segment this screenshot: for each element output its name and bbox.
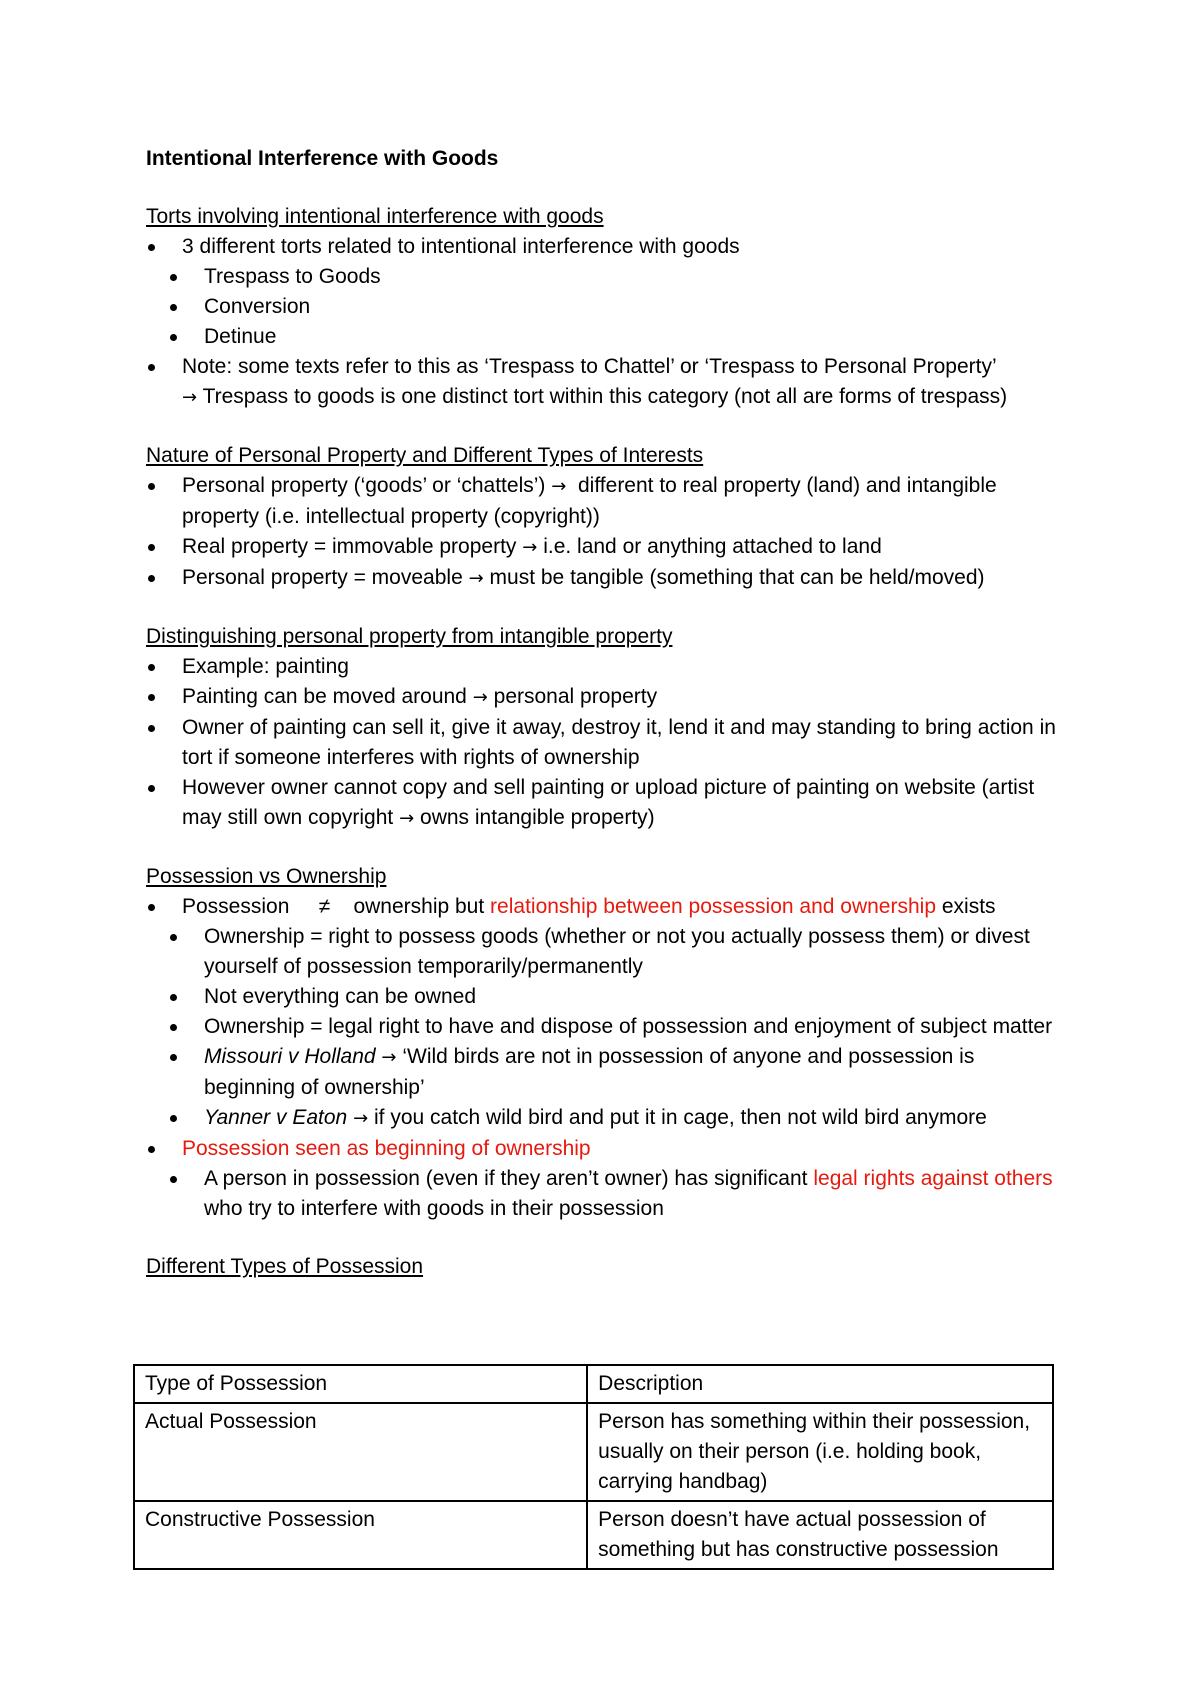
list-item-text: Owner of painting can sell it, give it away, destroy it, lend it and may standing to bring action in tort if someone interferes with rights of ownership bbox=[182, 716, 1056, 769]
highlight-text: Possession seen as beginning of ownership bbox=[182, 1137, 591, 1160]
table-cell: Person has something within their possession, usually on their person (i.e. holding book, carrying handbag) bbox=[587, 1403, 1053, 1501]
list-item-text: Detinue bbox=[204, 325, 277, 348]
list-item-text: owns intangible property) bbox=[420, 806, 655, 829]
list-item-text: Trespass to goods is one distinct tort within this category (not all are forms of trespass) bbox=[202, 385, 1008, 408]
bullet-icon bbox=[170, 1176, 177, 1183]
arrow-right-icon: → bbox=[468, 568, 484, 589]
bullet-icon bbox=[170, 274, 177, 281]
list-item bbox=[146, 322, 1066, 352]
section-heading-nature: Nature of Personal Property and Different Types of Interests bbox=[146, 444, 704, 467]
table-cell: Actual Possession bbox=[134, 1403, 587, 1501]
table-header-cell: Description bbox=[587, 1365, 1053, 1403]
list-item-text: 3 different torts related to intentional interference with goods bbox=[182, 235, 740, 258]
table-row bbox=[134, 1501, 1053, 1569]
torts-sublist bbox=[182, 262, 1066, 352]
list-item bbox=[146, 773, 1066, 834]
table-cell: Constructive Possession bbox=[134, 1501, 587, 1569]
list-item-continuation bbox=[182, 382, 1066, 413]
page-title: Intentional Interference with Goods bbox=[146, 147, 499, 170]
bullet-icon bbox=[170, 994, 177, 1001]
list-item-text: A person in possession (even if they aren’t owner) has significant bbox=[204, 1167, 808, 1190]
list-item bbox=[146, 262, 1066, 292]
list-item-text: Personal property = moveable bbox=[182, 566, 463, 589]
case-name: Yanner v Eaton bbox=[204, 1106, 348, 1129]
bullet-icon bbox=[148, 725, 155, 732]
list-item-text: different to real property (land) and intangible property (i.e. intellectual property (copyright)) bbox=[182, 474, 997, 528]
list-item-text: Ownership = right to possess goods (whether or not you actually possess them) or divest yourself of possession temporarily/permanently bbox=[204, 925, 1030, 978]
list-item-text: Trespass to Goods bbox=[204, 265, 381, 288]
bullet-icon bbox=[170, 934, 177, 941]
case-name: Missouri v Holland bbox=[204, 1045, 376, 1068]
table-row bbox=[134, 1403, 1053, 1501]
list-item-text: i.e. land or anything attached to land bbox=[543, 535, 882, 558]
list-item-text: must be tangible (something that can be held/moved) bbox=[489, 566, 985, 589]
possession-list bbox=[146, 892, 1066, 1224]
bullet-icon bbox=[170, 334, 177, 341]
list-item bbox=[146, 232, 1066, 352]
list-item bbox=[146, 1164, 1066, 1224]
list-item bbox=[146, 352, 1066, 413]
list-item-text: Not everything can be owned bbox=[204, 985, 477, 1008]
arrow-right-icon: → bbox=[551, 476, 567, 497]
highlight-text: legal rights against others bbox=[813, 1167, 1053, 1190]
torts-list bbox=[146, 232, 1066, 413]
section-heading-possession-ownership: Possession vs Ownership bbox=[146, 865, 387, 888]
bullet-icon bbox=[148, 664, 155, 671]
section-heading-distinguishing: Distinguishing personal property from intangible property bbox=[146, 625, 673, 648]
list-item bbox=[146, 292, 1066, 322]
highlight-text: relationship between possession and ownership bbox=[490, 895, 936, 918]
not-equal-icon: ≠ bbox=[318, 895, 331, 918]
arrow-right-icon: → bbox=[381, 1047, 397, 1068]
bullet-icon bbox=[170, 1024, 177, 1031]
list-item bbox=[146, 713, 1066, 773]
nature-list bbox=[146, 471, 1066, 594]
possession-sublist-2 bbox=[182, 1164, 1066, 1224]
possession-types-table bbox=[133, 1364, 1054, 1570]
list-item bbox=[146, 682, 1066, 713]
list-item bbox=[146, 563, 1066, 594]
arrow-right-icon: → bbox=[522, 537, 538, 558]
list-item bbox=[146, 471, 1066, 532]
list-item-text: Personal property (‘goods’ or ‘chattels’) bbox=[182, 474, 546, 497]
list-item-text: who try to interfere with goods in their possession bbox=[204, 1197, 664, 1220]
bullet-icon bbox=[170, 1115, 177, 1122]
list-item-text: Ownership = legal right to have and dispose of possession and enjoyment of subject matter bbox=[204, 1015, 1053, 1038]
bullet-icon bbox=[148, 785, 155, 792]
arrow-right-icon: → bbox=[182, 387, 198, 408]
list-item-text: ownership but bbox=[353, 895, 485, 918]
bullet-icon bbox=[148, 1146, 155, 1153]
list-item-text: Real property = immovable property bbox=[182, 535, 517, 558]
possession-sublist bbox=[182, 922, 1066, 1134]
list-item bbox=[146, 892, 1066, 1134]
arrow-right-icon: → bbox=[353, 1108, 369, 1129]
distinguishing-list bbox=[146, 652, 1066, 834]
list-item-text: personal property bbox=[493, 685, 658, 708]
list-item bbox=[146, 1042, 1066, 1103]
section-heading-types-of-possession: Different Types of Possession bbox=[146, 1255, 424, 1278]
list-item-text: Conversion bbox=[204, 295, 311, 318]
arrow-right-icon: → bbox=[399, 808, 415, 829]
bullet-icon bbox=[170, 304, 177, 311]
bullet-icon bbox=[148, 694, 155, 701]
list-item-text: However owner cannot copy and sell painting or upload picture of painting on website (artist may still own copyright bbox=[182, 776, 1035, 829]
bullet-icon bbox=[148, 544, 155, 551]
table-cell: Person doesn’t have actual possession of something but has constructive possession bbox=[587, 1501, 1053, 1569]
list-item bbox=[146, 532, 1066, 563]
list-item bbox=[146, 922, 1066, 982]
list-item-text: ‘Wild birds are not in possession of anyone and possession is beginning of ownership’ bbox=[204, 1045, 975, 1099]
bullet-icon bbox=[148, 244, 155, 251]
document-body bbox=[146, 144, 1066, 1282]
list-item-text: Painting can be moved around bbox=[182, 685, 467, 708]
list-item-text: Note: some texts refer to this as ‘Trespass to Chattel’ or ‘Trespass to Personal Property’ bbox=[182, 355, 997, 378]
table-header-row bbox=[134, 1365, 1053, 1403]
list-item-text: if you catch wild bird and put it in cage, then not wild bird anymore bbox=[374, 1106, 987, 1129]
arrow-right-icon: → bbox=[472, 687, 488, 708]
list-item bbox=[146, 1103, 1066, 1134]
bullet-icon bbox=[148, 904, 155, 911]
list-item-text: exists bbox=[941, 895, 996, 918]
section-heading-torts: Torts involving intentional interference with goods bbox=[146, 205, 604, 228]
list-item bbox=[146, 652, 1066, 682]
bullet-icon bbox=[148, 364, 155, 371]
table-header-cell: Type of Possession bbox=[134, 1365, 587, 1403]
list-item bbox=[146, 1134, 1066, 1224]
list-item bbox=[146, 1012, 1066, 1042]
list-item bbox=[146, 982, 1066, 1012]
bullet-icon bbox=[148, 483, 155, 490]
bullet-icon bbox=[148, 575, 155, 582]
bullet-icon bbox=[170, 1054, 177, 1061]
list-item-text: Example: painting bbox=[182, 655, 349, 678]
list-item-text: Possession bbox=[182, 895, 290, 918]
